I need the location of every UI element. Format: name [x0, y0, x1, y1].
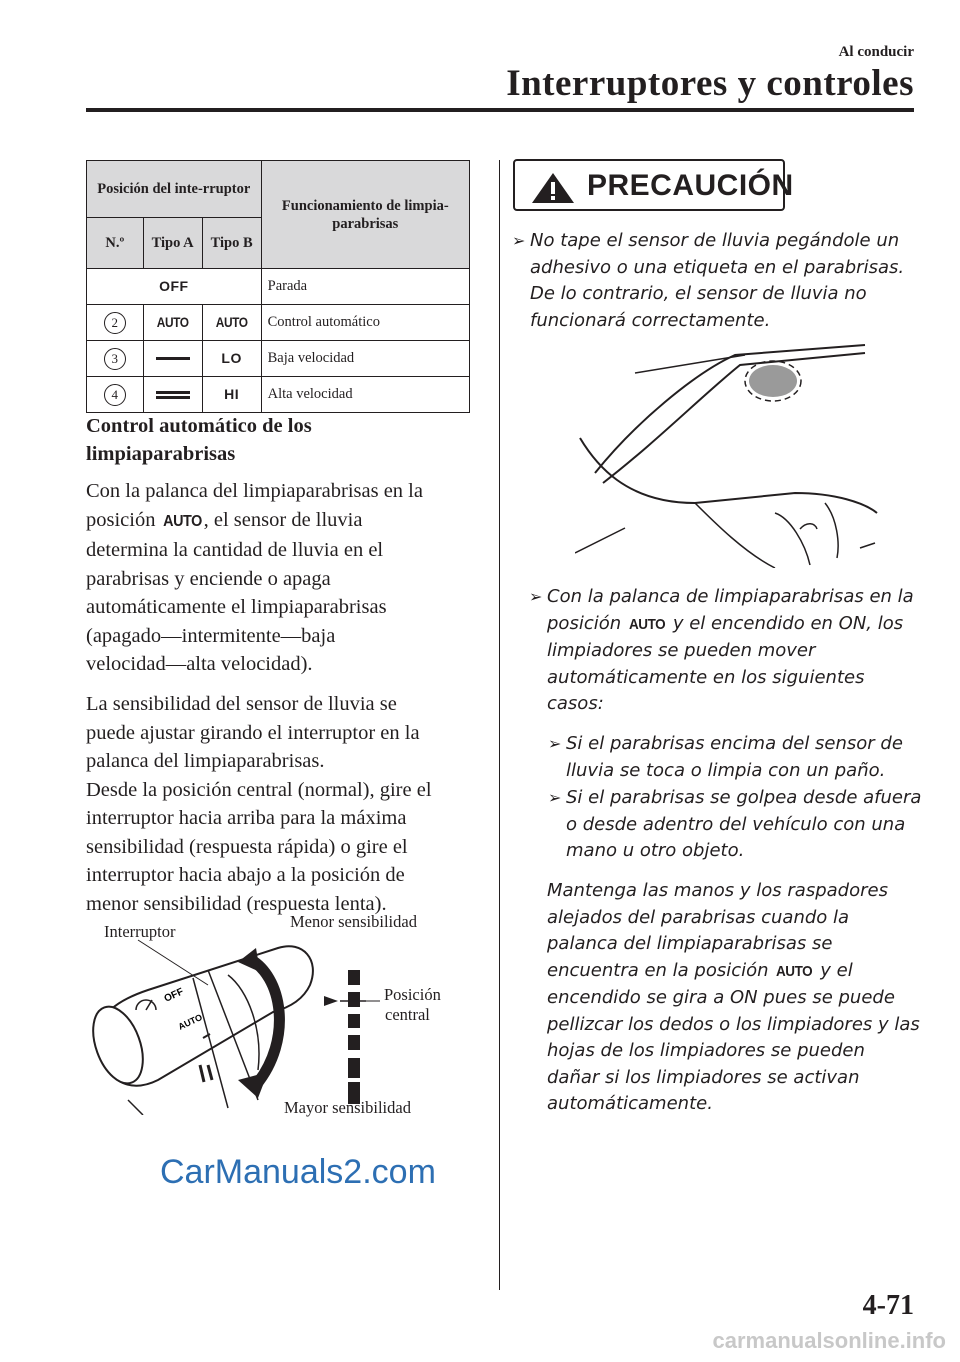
- th-position: Posición del inte-rruptor: [87, 161, 262, 218]
- th-type-a: Tipo A: [143, 218, 202, 269]
- caution-bullet-1: ➢ No tape el sensor de lluvia pegándole un adhesivo o una etiqueta en el parabrisas. De lo contrario, el sensor de lluvia no funcionará correctamente.: [512, 230, 905, 331]
- bullet-arrow-icon: ➢: [548, 734, 562, 753]
- column-divider: [499, 160, 500, 1290]
- auto-badge: AUTO: [162, 512, 202, 530]
- circled-number: 2: [104, 312, 126, 334]
- th-type-b: Tipo B: [202, 218, 261, 269]
- hi-badge: HI: [224, 385, 240, 402]
- function-cell: Control automático: [261, 305, 469, 341]
- caution-sub-bullet-1: ➢ Si el parabrisas encima del sensor de lluvia se toca o limpia con un paño.: [548, 733, 903, 781]
- circled-number: 3: [104, 348, 126, 370]
- warning-icon: [530, 171, 576, 205]
- caution-box: [513, 159, 794, 211]
- windshield-sensor-figure: [575, 343, 880, 568]
- off-badge: OFF: [159, 277, 189, 294]
- caution-sub-bullet-2: ➢ Si el parabrisas se golpea desde afuera o desde adentro del vehículo con una mano u otro objeto.: [548, 787, 922, 861]
- page-title: Interruptores y controles: [506, 63, 914, 104]
- section-heading: Control automático de los limpiaparabrisas: [86, 415, 312, 465]
- auto-badge: AUTO: [628, 615, 666, 633]
- label-posicion: Posición central: [384, 985, 441, 1024]
- watermark-link[interactable]: CarManuals2.com: [160, 1153, 436, 1191]
- circled-number: 4: [104, 384, 126, 406]
- table-row: [87, 269, 470, 305]
- section-title: Al conducir: [838, 44, 914, 60]
- table-row: [87, 377, 470, 413]
- caution-bullet-2: ➢ Con la palanca de limpiaparabrisas en la posición AUTO y el encendido en ON, los limpiadores se pueden mover automáticamente en los siguientes casos:: [529, 586, 914, 714]
- paragraph-2: La sensibilidad del sensor de lluvia se puede ajustar girando el interruptor en la palanca del limpiaparabrisas. Desde la posición central (normal), gire el interruptor hacia arriba para la máxima sensibilidad (respuesta rápida) o gire el interruptor hacia abajo a la posición de menor sensibilidad (respuesta lenta).: [86, 693, 432, 915]
- caution-title: PRECAUCIÓN: [587, 169, 794, 202]
- table-row: [87, 305, 470, 341]
- switch-position-table: [86, 160, 470, 413]
- header-rule: [86, 108, 914, 112]
- function-cell: Parada: [261, 269, 469, 305]
- label-mayor: Mayor sensibilidad: [284, 1098, 411, 1117]
- bullet-arrow-icon: ➢: [512, 231, 526, 250]
- double-line-icon: [156, 391, 190, 399]
- lo-badge: LO: [221, 349, 242, 366]
- auto-badge: AUTO: [156, 313, 189, 330]
- single-line-icon: [156, 357, 190, 360]
- lever-off-label: OFF: [162, 986, 186, 1005]
- lever-auto-label: AUTO: [176, 1012, 204, 1032]
- bullet-arrow-icon: ➢: [548, 788, 562, 807]
- paragraph-1: Con la palanca del limpiaparabrisas en la posición AUTO , el sensor de lluvia determina la cantidad de lluvia en el parabrisas y enciende o apaga automáticamente el limpiaparabrisas (apagado—intermitente—baja velocidad—alta velocidad).: [86, 480, 423, 675]
- th-function: Funcionamiento de limpia-parabrisas: [261, 161, 469, 269]
- function-cell: Alta velocidad: [261, 377, 469, 413]
- auto-badge: AUTO: [215, 313, 248, 330]
- bullet-arrow-icon: ➢: [529, 587, 543, 606]
- auto-badge: AUTO: [776, 962, 813, 980]
- caution-paragraph: Mantenga las manos y los raspadores alejados del parabrisas cuando la palanca del limpiaparabrisas se encuentra en la posición AUTO y el encendido se gira a ON pues se puede pellizcar los dedos o los limpiadores y las hojas de los limpiadores se pueden dañar si los limpiadores se activan automáticamente.: [547, 880, 920, 1114]
- function-cell: Baja velocidad: [261, 341, 469, 377]
- label-menor: Menor sensibilidad: [290, 912, 417, 931]
- page-number: 4-71: [862, 1290, 914, 1321]
- th-no: N.º: [87, 218, 144, 269]
- table-row: [87, 341, 470, 377]
- label-interruptor: Interruptor: [104, 922, 176, 941]
- footer-url-link[interactable]: carmanualsonline.info: [712, 1328, 946, 1353]
